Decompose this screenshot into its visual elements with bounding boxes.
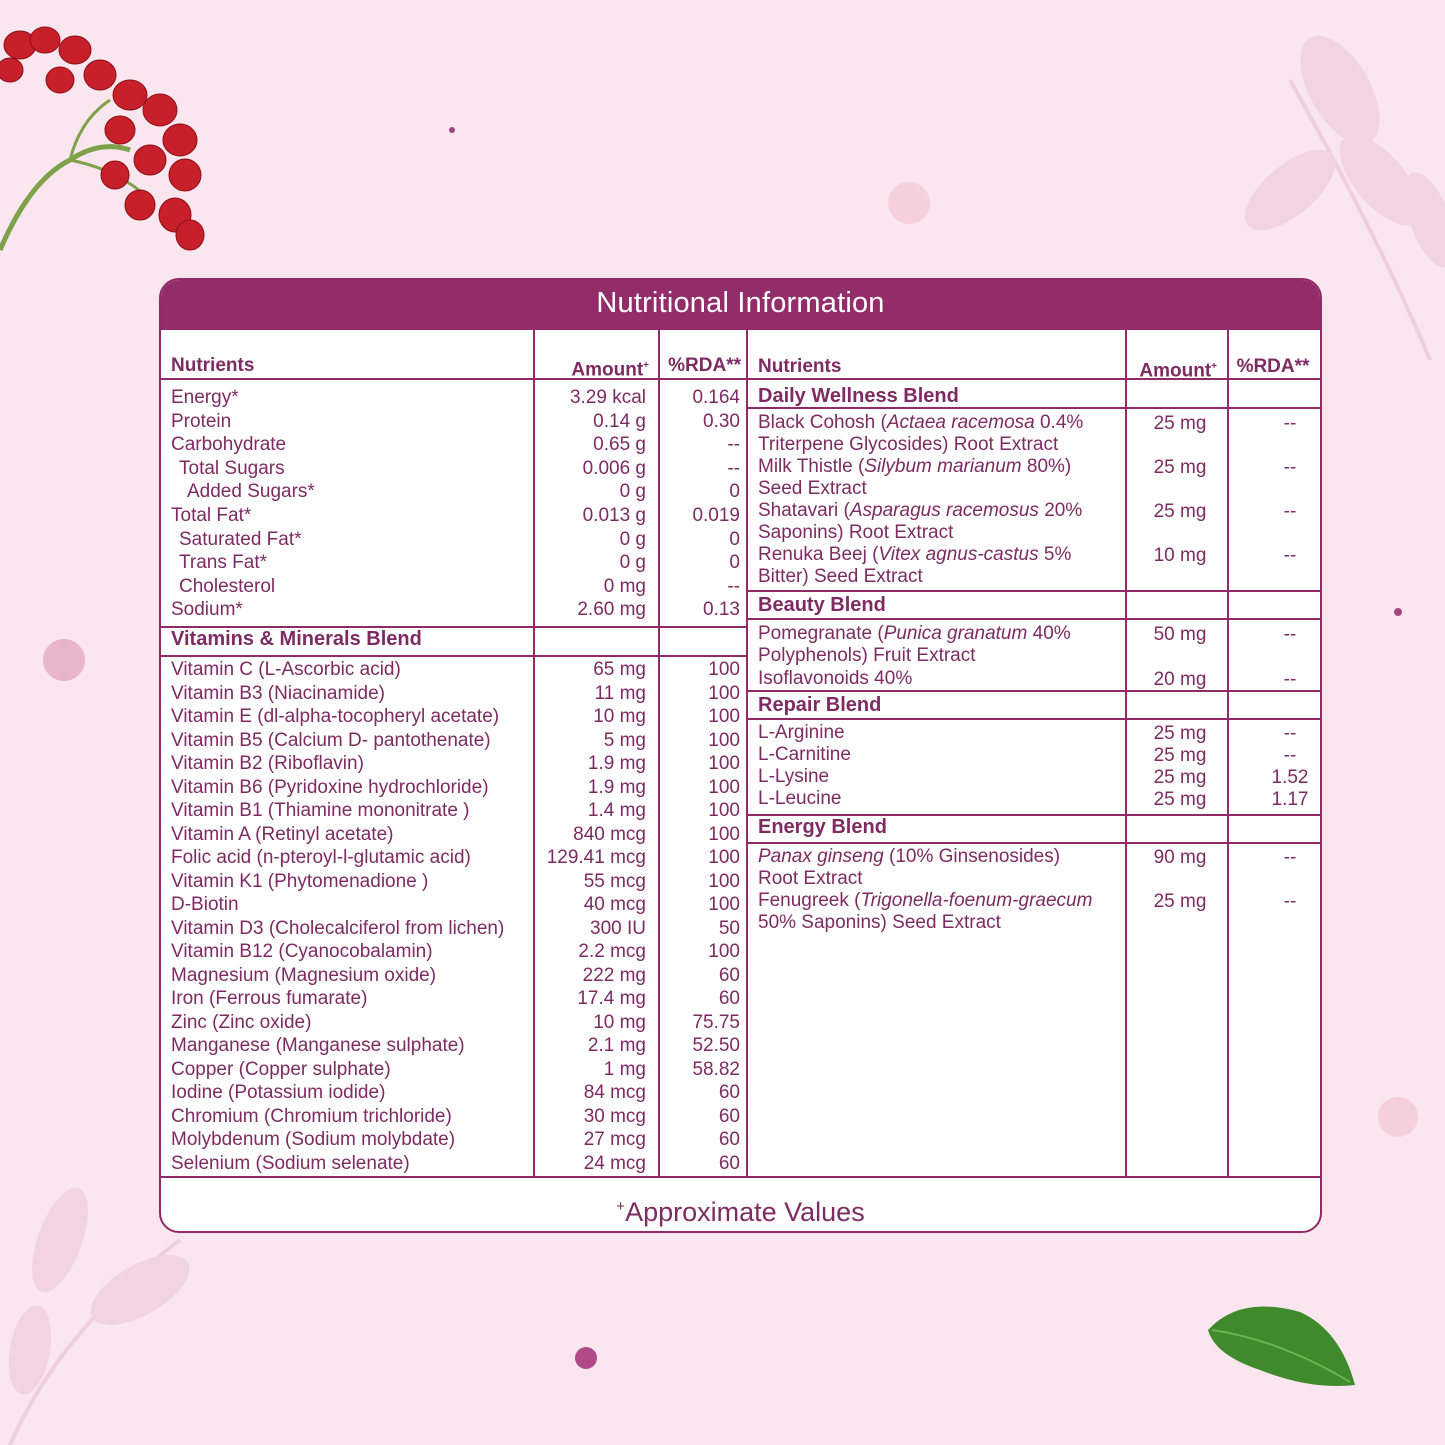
ingredient-name-cont: Root Extract bbox=[758, 868, 863, 889]
ingredient-rda: -- bbox=[1283, 847, 1297, 868]
panel-title: Nutritional Information bbox=[161, 280, 1320, 330]
nutrient-amount: 24 mcg bbox=[583, 1152, 646, 1174]
nutrient-amount: 0.14 g bbox=[593, 410, 646, 432]
column-header-amount: Amount+ bbox=[1139, 360, 1217, 382]
nutrient-amount: 0.006 g bbox=[582, 457, 646, 479]
nutrient-rda: 60 bbox=[718, 1152, 740, 1174]
nutrient-rda: 60 bbox=[718, 1082, 740, 1103]
nutrient-name: Protein bbox=[171, 410, 232, 432]
nutrient-rda: 0 bbox=[729, 552, 740, 574]
nutrient-amount: 84 mcg bbox=[583, 1082, 646, 1103]
nutrient-rda: 0.164 bbox=[692, 387, 740, 408]
nutrient-amount: 17.4 mg bbox=[577, 988, 646, 1009]
column-header-rda: %RDA** bbox=[668, 355, 741, 376]
nutrient-amount: 2.60 mg bbox=[577, 599, 646, 621]
nutrient-amount: 1.9 mg bbox=[587, 776, 646, 798]
nutrient-name: Vitamin C (L-Ascorbic acid) bbox=[171, 659, 401, 680]
ingredient-name-cont: Polyphenols) Fruit Extract bbox=[758, 645, 976, 666]
nutrient-name: Zinc (Zinc oxide) bbox=[171, 1011, 312, 1033]
ingredient-name-cont: Seed Extract bbox=[758, 478, 867, 499]
nutrient-name: Total Sugars bbox=[179, 457, 285, 479]
nutrient-name: Folic acid (n-pteroyl-l-glutamic acid) bbox=[171, 847, 471, 868]
nutrient-rda: 60 bbox=[718, 964, 740, 986]
approximate-values-note: +Approximate Values bbox=[616, 1197, 865, 1227]
column-header-amount: Amount+ bbox=[571, 359, 649, 381]
nutrient-amount: 1.9 mg bbox=[587, 753, 646, 774]
ingredient-amount: 25 mg bbox=[1153, 723, 1207, 744]
ingredient-amount: 90 mg bbox=[1153, 847, 1207, 868]
decor-dot bbox=[1378, 1097, 1418, 1137]
blend-title: Repair Blend bbox=[758, 694, 882, 716]
ingredient-name: L-Lysine bbox=[758, 766, 830, 787]
ingredient-name-cont: Bitter) Seed Extract bbox=[758, 566, 923, 587]
blend-title: Energy Blend bbox=[758, 816, 887, 838]
nutrient-amount: 129.41 mcg bbox=[546, 847, 646, 868]
nutrient-rda: 100 bbox=[708, 823, 740, 845]
decor-dot bbox=[575, 1347, 597, 1369]
nutrient-amount: 27 mcg bbox=[583, 1129, 646, 1150]
ingredient-name: L-Arginine bbox=[758, 722, 845, 743]
nutrient-amount: 0.65 g bbox=[593, 434, 646, 456]
nutrient-amount: 0 g bbox=[619, 528, 646, 550]
nutrient-name: Vitamin B5 (Calcium D- pantothenate) bbox=[171, 729, 491, 751]
nutrient-rda: 0.30 bbox=[703, 410, 740, 432]
nutrient-rda: 0 bbox=[729, 481, 740, 503]
nutrient-amount: 11 mg bbox=[594, 682, 646, 704]
ingredient-amount: 25 mg bbox=[1153, 767, 1207, 788]
nutrient-name: Copper (Copper sulphate) bbox=[171, 1058, 391, 1080]
ingredient-name: Renuka Beej (Vitex agnus-castus 5% bbox=[758, 544, 1072, 565]
nutrient-name: Cholesterol bbox=[179, 575, 276, 597]
ingredient-rda: 1.52 bbox=[1271, 767, 1309, 788]
ingredient-name-cont: 50% Saponins) Seed Extract bbox=[758, 912, 1001, 933]
ingredient-name: Milk Thistle (Silybum marianum 80%) bbox=[758, 456, 1072, 477]
nutrient-name: Total Fat* bbox=[171, 505, 252, 526]
blend-title: Daily Wellness Blend bbox=[758, 385, 959, 407]
column-header-rda: %RDA** bbox=[1236, 356, 1310, 377]
ingredient-amount: 25 mg bbox=[1153, 413, 1207, 434]
ingredient-name: Shatavari (Asparagus racemosus 20% bbox=[758, 500, 1083, 521]
nutrient-rda: -- bbox=[727, 457, 740, 479]
nutrient-name: Vitamin B2 (Riboflavin) bbox=[171, 753, 364, 774]
ingredient-amount: 25 mg bbox=[1153, 891, 1207, 912]
green-leaf-icon bbox=[1200, 1300, 1360, 1395]
nutrient-rda: 52.50 bbox=[692, 1035, 740, 1056]
ingredient-rda: -- bbox=[1283, 723, 1297, 744]
nutrient-name: Vitamin D3 (Cholecalciferol from lichen) bbox=[171, 917, 505, 939]
nutrient-name: Saturated Fat* bbox=[179, 528, 302, 550]
nutrient-amount: 0.013 g bbox=[582, 505, 646, 526]
nutrient-rda: 100 bbox=[708, 729, 740, 751]
decor-dot bbox=[43, 639, 85, 681]
nutrient-rda: 0 bbox=[729, 528, 740, 550]
ingredient-rda: -- bbox=[1283, 624, 1297, 645]
decor-dot bbox=[449, 127, 455, 133]
decor-dot bbox=[888, 182, 930, 224]
nutrient-amount: 10 mg bbox=[593, 1011, 646, 1033]
nutrient-amount: 10 mg bbox=[593, 706, 646, 727]
ingredient-rda: -- bbox=[1283, 545, 1297, 566]
nutrient-name: Molybdenum (Sodium molybdate) bbox=[171, 1129, 456, 1150]
ingredient-rda: -- bbox=[1283, 457, 1297, 478]
ingredient-rda: -- bbox=[1283, 745, 1297, 766]
nutrient-name: Magnesium (Magnesium oxide) bbox=[171, 964, 437, 986]
nutrient-amount: 30 mcg bbox=[583, 1105, 646, 1127]
nutrient-rda: 50 bbox=[718, 917, 740, 939]
nutrient-rda: 0.019 bbox=[692, 505, 740, 526]
nutrient-amount: 5 mg bbox=[603, 729, 646, 751]
ingredient-rda: -- bbox=[1283, 501, 1297, 522]
nutrient-name: Vitamin B1 (Thiamine mononitrate ) bbox=[171, 800, 470, 821]
nutrient-name: Added Sugars* bbox=[187, 481, 315, 503]
ingredient-amount: 50 mg bbox=[1153, 624, 1207, 645]
ingredient-amount: 25 mg bbox=[1153, 745, 1207, 766]
nutrient-name: Selenium (Sodium selenate) bbox=[171, 1152, 410, 1174]
nutrient-rda: 100 bbox=[708, 894, 740, 915]
nutrient-name: Vitamin A (Retinyl acetate) bbox=[171, 823, 394, 845]
nutrient-rda: 100 bbox=[708, 706, 740, 727]
ingredient-amount: 25 mg bbox=[1153, 789, 1207, 810]
nutrition-panel bbox=[159, 278, 1322, 1233]
nutrient-name: Chromium (Chromium trichloride) bbox=[171, 1105, 452, 1127]
red-berries-icon bbox=[0, 0, 230, 270]
nutrient-name: Vitamin B12 (Cyanocobalamin) bbox=[171, 941, 433, 962]
nutrient-name: Iron (Ferrous fumarate) bbox=[171, 988, 368, 1009]
nutrient-rda: 100 bbox=[708, 800, 740, 821]
ingredient-amount: 10 mg bbox=[1153, 545, 1207, 566]
nutrient-name: Sodium* bbox=[171, 599, 243, 621]
blend-title: Beauty Blend bbox=[758, 594, 886, 616]
nutrient-amount: 0 mg bbox=[603, 575, 646, 597]
nutrient-amount: 3.29 kcal bbox=[569, 387, 646, 408]
nutrient-amount: 40 mcg bbox=[583, 894, 646, 915]
nutrient-rda: 0.13 bbox=[703, 599, 740, 621]
nutrient-amount: 65 mg bbox=[593, 659, 646, 680]
nutrient-amount: 2.2 mcg bbox=[578, 941, 646, 962]
nutrient-name: Energy* bbox=[171, 387, 239, 408]
nutrient-amount: 1.4 mg bbox=[587, 800, 646, 821]
nutrient-rda: 100 bbox=[708, 776, 740, 798]
nutrient-rda: 60 bbox=[718, 988, 740, 1009]
nutrient-amount: 0 g bbox=[619, 552, 646, 574]
ingredient-amount: 25 mg bbox=[1153, 457, 1207, 478]
ingredient-rda: -- bbox=[1283, 891, 1297, 912]
ingredient-name: Isoflavonoids 40% bbox=[758, 668, 913, 689]
ingredient-amount: 25 mg bbox=[1153, 501, 1207, 522]
nutrient-rda: 60 bbox=[718, 1105, 740, 1127]
blend-title: Vitamins & Minerals Blend bbox=[171, 628, 422, 650]
nutrient-amount: 1 mg bbox=[603, 1058, 646, 1080]
nutrient-rda: 100 bbox=[708, 682, 740, 704]
ingredient-name: Panax ginseng (10% Ginsenosides) bbox=[758, 846, 1061, 867]
nutrient-amount: 222 mg bbox=[582, 964, 646, 986]
nutrient-rda: 60 bbox=[718, 1129, 740, 1150]
nutrient-name: Trans Fat* bbox=[179, 552, 267, 574]
nutrient-amount: 300 IU bbox=[590, 917, 646, 939]
nutrient-amount: 0 g bbox=[619, 481, 646, 503]
nutrient-rda: 58.82 bbox=[692, 1058, 740, 1080]
ingredient-rda: 1.17 bbox=[1271, 789, 1309, 810]
nutrient-rda: 100 bbox=[708, 659, 740, 680]
nutrient-rda: 75.75 bbox=[692, 1011, 740, 1033]
ingredient-name-cont: Saponins) Root Extract bbox=[758, 522, 954, 543]
nutrient-name: D-Biotin bbox=[171, 894, 239, 915]
nutrient-rda: 100 bbox=[708, 847, 740, 868]
ingredient-name: L-Carnitine bbox=[758, 744, 851, 765]
nutrient-name: Vitamin B6 (Pyridoxine hydrochloride) bbox=[171, 776, 489, 798]
nutrient-rda: 100 bbox=[708, 753, 740, 774]
nutrient-amount: 55 mcg bbox=[583, 870, 646, 892]
ingredient-rda: -- bbox=[1283, 669, 1297, 690]
ingredient-name: L-Leucine bbox=[758, 788, 842, 809]
nutrient-name: Vitamin B3 (Niacinamide) bbox=[171, 682, 386, 704]
nutrient-rda: -- bbox=[727, 434, 740, 456]
nutrient-name: Carbohydrate bbox=[171, 434, 287, 456]
ingredient-name: Fenugreek (Trigonella-foenum-graecum bbox=[758, 890, 1093, 911]
nutrient-rda: 100 bbox=[708, 870, 740, 892]
ingredient-rda: -- bbox=[1283, 413, 1297, 434]
column-header-nutrients: Nutrients bbox=[171, 355, 255, 376]
nutrient-name: Iodine (Potassium iodide) bbox=[171, 1082, 386, 1103]
column-header-nutrients: Nutrients bbox=[758, 356, 842, 377]
decor-dot bbox=[1394, 608, 1402, 616]
ingredient-name: Pomegranate (Punica granatum 40% bbox=[758, 623, 1071, 644]
nutrient-rda: -- bbox=[727, 575, 740, 597]
nutrient-name: Manganese (Manganese sulphate) bbox=[171, 1035, 465, 1056]
nutrient-name: Vitamin K1 (Phytomenadione ) bbox=[171, 870, 429, 892]
ingredient-name: Black Cohosh (Actaea racemosa 0.4% bbox=[758, 412, 1084, 433]
nutrient-amount: 840 mcg bbox=[573, 823, 646, 845]
footer-text: Approximate Values bbox=[625, 1197, 865, 1227]
ingredient-amount: 20 mg bbox=[1153, 669, 1207, 690]
nutrient-amount: 2.1 mg bbox=[587, 1035, 646, 1056]
ingredient-name-cont: Triterpene Glycosides) Root Extract bbox=[758, 434, 1059, 455]
nutrient-rda: 100 bbox=[708, 941, 740, 962]
nutrient-name: Vitamin E (dl-alpha-tocopheryl acetate) bbox=[171, 706, 500, 727]
